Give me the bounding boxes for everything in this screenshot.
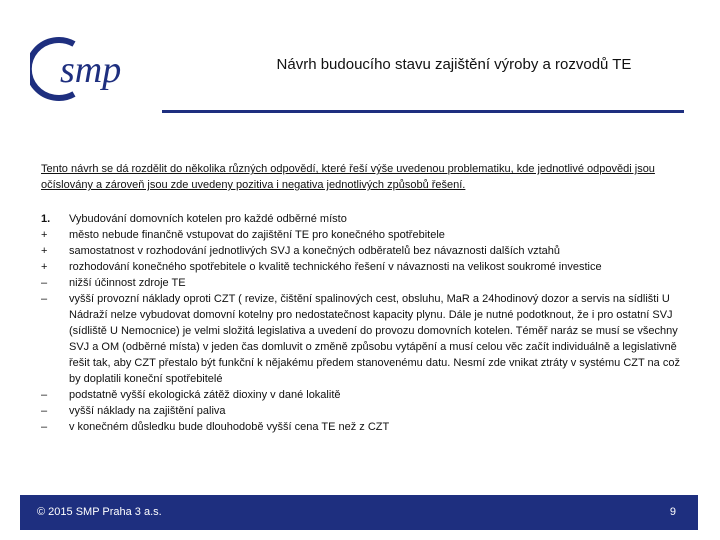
footer-copyright: © 2015 SMP Praha 3 a.s. <box>37 506 162 518</box>
item-text: samostatnost v rozhodování jednotlivých SVJ a konečných odběratelů bez návaznosti dalších vztahů <box>69 245 561 257</box>
item-marker: 1. <box>41 213 51 225</box>
item-text: v konečném důsledku bude dlouhodobě vyšší cena TE než z CZT <box>69 421 390 433</box>
list-item-heading <box>41 211 681 227</box>
minus-marker: – <box>41 389 48 401</box>
options-list <box>41 211 681 435</box>
list-item-con <box>41 419 681 435</box>
slide-title: Návrh budoucího stavu zajištění výroby a rozvodů TE <box>276 56 632 73</box>
minus-marker: – <box>41 405 48 417</box>
minus-marker: – <box>41 277 48 289</box>
page-number: 9 <box>669 506 676 518</box>
item-text: rozhodování konečného spotřebitele o kvalitě technického řešení v návaznosti na velikost soukromé investice <box>69 261 602 273</box>
list-item-pro <box>41 227 681 243</box>
smp-logo-mark <box>30 36 150 102</box>
list-item-pro <box>41 259 681 275</box>
footer-bar <box>20 495 698 530</box>
minus-marker: – <box>41 421 48 433</box>
plus-marker: + <box>41 245 48 257</box>
title-underline <box>162 110 684 113</box>
smp-logo <box>30 36 150 102</box>
minus-marker: – <box>41 293 48 305</box>
item-text: vyšší provozní náklady oproti CZT ( revize, čištění spalinových cest, obsluhu, MaR a 24hodinový dozor a servis na sídlišti U Nádraží nelze vybudovat domovní kotelny pro nedostatečnost kapacity plynu. Dále je nutné podotknout, že i pro ostatní SVJ (sídliště U Nemocnice) je velmi složitá legislativa a uvedení do provozu domovních kotelen. Téměř naráz se musí se všechny SVJ a OM (odběrné místa) v jeden čas domluvit o změně způsobu vytápění a musí celou věc začít individuálně a legislativně řešit tak, aby CZT přestalo být funkční k nějakému předem stanovenému datu. Nesmí zde vnikat ztráty v systému CZT na což by doplatili koneční spotřebitelé <box>69 293 680 385</box>
item-text: nižší účinnost zdroje TE <box>69 277 186 289</box>
list-item-con <box>41 275 681 291</box>
logo-text: smp <box>60 49 122 91</box>
plus-marker: + <box>41 229 48 241</box>
list-item-con <box>41 291 681 387</box>
list-item-con <box>41 387 681 403</box>
plus-marker: + <box>41 261 48 273</box>
item-text: Vybudování domovních kotelen pro každé odběrné místo <box>69 213 347 225</box>
item-text: podstatně vyšší ekologická zátěž dioxiny v dané lokalitě <box>69 389 341 401</box>
item-text: město nebude finančně vstupovat do zajištění TE pro konečného spotřebitele <box>69 229 445 241</box>
list-item-pro <box>41 243 681 259</box>
list-item-con <box>41 403 681 419</box>
item-text: vyšší náklady na zajištění paliva <box>69 405 226 417</box>
intro-paragraph: Tento návrh se dá rozdělit do několika různých odpovědí, které řeší výše uvedenou problematiku, kde jednotlivé odpovědi jsou očíslovány a zároveň jsou zde uvedeny pozitiva i negativa jednotlivých způsobů řešení. <box>41 163 655 191</box>
